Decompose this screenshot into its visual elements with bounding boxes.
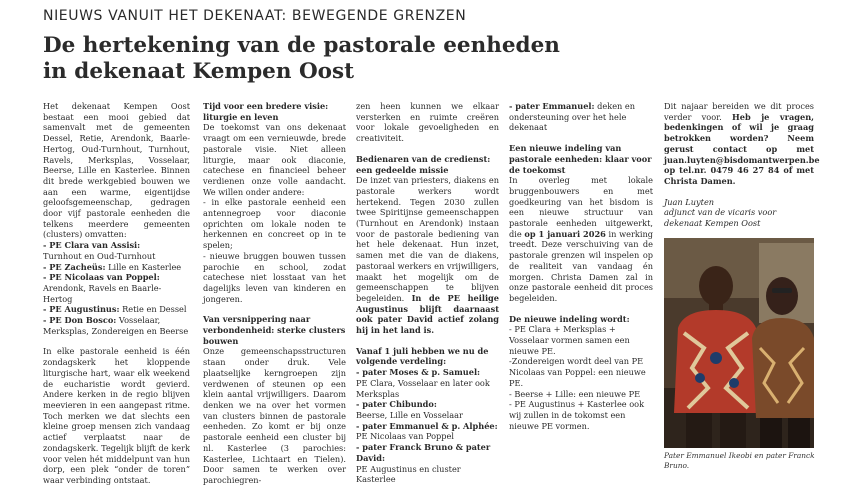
unit-name: - PE Don Bosco: <box>43 315 117 326</box>
signature-role: adjunct van de vicaris voor dekenaat Kempen Oost <box>664 207 777 229</box>
body-paragraph: De toekomst van ons dekenaat vraagt om een vernieuwde, brede pastorale visie. Niet alleen liturgie, maar ook diaconie, catechese en financieel beheer verdienen onze volle aandacht. We willen onder andere: <box>203 122 346 197</box>
assignment-item <box>356 367 499 399</box>
assignment-item <box>356 399 499 420</box>
unit-item <box>43 240 190 261</box>
assignment-who: - pater Chibundo: <box>356 399 437 410</box>
body-text: De inzet van priesters, diakens en pastorale werkers wordt hertekend. Tegen 2030 zullen twee Spiritijnse gemeenschappen (Turnhout en Arendonk) instaan voor de pastorale bediening van het hele dekenaat. Hun inzet, samen met die van de diakens, pastoraal werkers en vrijwilligers, maakt het mogelijk om de gemeenschappen te blijven begeleiden. <box>356 175 499 303</box>
contact-paragraph <box>664 101 820 187</box>
unit-places: Arendonk, Ravels en Baarle-Hertog <box>43 282 162 304</box>
unit-item <box>43 315 190 336</box>
bullet-item: - in elke pastorale eenheid een antennegroep voor diaconie oprichten om lokale noden te herkennen en concreet op in te spelen; <box>203 197 346 251</box>
unit-item <box>43 272 190 304</box>
subheading: Vanaf 1 juli hebben we nu de volgende verdeling: <box>356 345 489 367</box>
priests-photo <box>664 238 814 448</box>
body-paragraph: Onze gemeenschapsstructuren staan onder druk. Vele plaatselijke kerngroepen zijn verdwenen of steunen op een klein aantal vrijwilligers. Daarom denken we na over het vormen van clusters binnen de pastorale eenheden. Zo komt er bij onze pastorale eenheid een cluster bij nl. Kasterlee (3 parochies: Kasterlee, Lichtaart en Tielen). Door samen te werken over parochiegren- <box>203 346 346 485</box>
section-kicker: NIEUWS VANUIT HET DEKENAAT: BEWEGENDE GRENZEN <box>43 8 467 24</box>
assignment-where: PE Clara, Vosselaar en later ook Merksplas <box>356 377 490 399</box>
article-column-4 <box>509 101 653 431</box>
body-bold-text: In de PE heilige Augustinus blijft daarnaast ook pater David actief zolang hij in het land is. <box>356 292 499 336</box>
list-item: - Beerse + Lille: een nieuwe PE <box>509 388 641 399</box>
list-item: -Zondereigen wordt deel van PE Nicolaas van Poppel: een nieuwe PE. <box>509 356 646 388</box>
body-paragraph <box>356 175 499 336</box>
signature-name: Juan Luyten <box>664 196 715 207</box>
assignment-who: - pater Moses & p. Samuel: <box>356 367 481 378</box>
body-text: In overleg met lokale bruggenbouwers en met goedkeuring van het bisdom is een nieuwe structuur van pastorale eenheden uitgewerkt, die <box>509 175 653 239</box>
article-headline <box>43 33 843 85</box>
start-date: op 1 januari 2026 <box>524 228 606 239</box>
list-item: - PE Clara + Merksplas + Vosselaar vormen samen een nieuwe PE. <box>509 324 630 356</box>
headline-line-2: in dekenaat Kempen Oost <box>43 59 355 84</box>
assignment-where: PE Nicolaas van Poppel <box>356 431 455 442</box>
photo-illustration <box>664 238 814 448</box>
photo-caption: Pater Emmanuel Ikeobi en pater Franck Bruno. <box>664 451 815 470</box>
unit-item <box>43 304 190 315</box>
headline-line-1: De hertekening van de pastorale eenheden <box>43 33 560 58</box>
assignment-where: PE Augustinus en cluster Kasterlee <box>356 463 461 485</box>
unit-item <box>43 262 190 273</box>
bullet-item: - nieuwe bruggen bouwen tussen parochie en school, zodat catechese niet losstaat van het dagelijks leven van kinderen en jongeren. <box>203 250 346 304</box>
assignment-item <box>356 442 499 485</box>
article-column-1 <box>43 101 190 486</box>
article-column-2 <box>203 101 346 486</box>
unit-name: - PE Clara van Assisi: <box>43 240 141 251</box>
assignment-item <box>356 421 499 442</box>
body-paragraph: In elke pastorale eenheid is één zondagskerk het kloppende liturgische hart, waar elk weekend de eucharistie wordt gevierd. Andere kerken in de regio blijven meevieren in een aangepast ritme. Toch merken we dat slechts een kleine groep mensen zich vandaag actief verplaatst naar de zondagskerk. Tegelijk blijft de kerk voor velen hét middelpunt van hun dorp, een plek “onder de toren” waar verbinding ontstaat. <box>43 346 190 485</box>
assignment-who: - pater Franck Bruno & pater David: <box>356 442 491 463</box>
contact-info: Heb je vragen, bedenkingen of wil je graag betrokken worden? Neem gerust contact op met juan.luyten@bisdomantwerpen.be op tel.nr. 0479 46 27 84 of met Christa Damen. <box>664 111 820 186</box>
subheading: Van versnippering naar verbondenheid: sterke clusters bouwen <box>203 314 346 346</box>
body-text: Dit najaar bereiden we dit proces verder voor. <box>664 101 814 122</box>
intro-paragraph: Het dekenaat Kempen Oost bestaat een mooi gebied dat samenvalt met de gemeenten Dessel, Retie, Arendonk, Baarle-Hertog, Oud-Turnhout, Turnhout, Ravels, Merksplas, Vosselaar, Beerse, Lille en Kasterlee. Binnen dit brede werkgebied bouwen we aan een warme, eigentijdse geloofsgemeenschap, gedragen door vijf pastorale eenheden die telkens meerdere gemeenten (clusters) omvatten: <box>43 101 190 240</box>
body-paragraph: zen heen kunnen we elkaar versterken en ruimte creëren voor lokale gevoeligheden en creativiteit. <box>356 101 499 144</box>
assignment-who: - pater Emmanuel & p. Alphée: <box>356 420 498 431</box>
article-column-5 <box>664 101 820 229</box>
assignment-who: - pater Emmanuel: <box>509 101 595 111</box>
subheading: De nieuwe indeling wordt: <box>509 313 630 324</box>
subheading: Tijd voor een bredere visie: liturgie en leven <box>203 101 329 122</box>
unit-places: Lille en Kasterlee <box>105 261 182 272</box>
unit-name: - PE Nicolaas van Poppel: <box>43 272 160 283</box>
article-column-3 <box>356 101 499 485</box>
unit-name: - PE Zacheüs: <box>43 261 106 272</box>
body-paragraph <box>509 175 653 303</box>
unit-places: Vosselaar, Merksplas, Zondereigen en Beerse <box>43 315 189 336</box>
unit-places: Turnhout en Oud-Turnhout <box>43 250 156 261</box>
assignment-item <box>509 101 653 133</box>
subheading: Een nieuwe indeling van pastorale eenheden: klaar voor de toekomst <box>509 143 652 175</box>
unit-places: Retie en Dessel <box>119 304 187 315</box>
assignment-where: deken en ondersteuning over het hele dekenaat <box>509 101 636 133</box>
assignment-where: Beerse, Lille en Vosselaar <box>356 409 463 420</box>
list-item: - PE Augustinus + Kasterlee ook wij zullen in de tokomst een nieuwe PE vormen. <box>509 399 645 431</box>
unit-name: - PE Augustinus: <box>43 304 120 315</box>
body-text: in werking treedt. Deze verschuiving van de pastorale grenzen wil inspelen op de realiteit van vandaag én morgen. Christa Damen zal in onze pastorale eenheid dit proces begeleiden. <box>509 228 653 303</box>
subheading: Bedienaren van de credienst: een gedeelde missie <box>356 153 491 175</box>
